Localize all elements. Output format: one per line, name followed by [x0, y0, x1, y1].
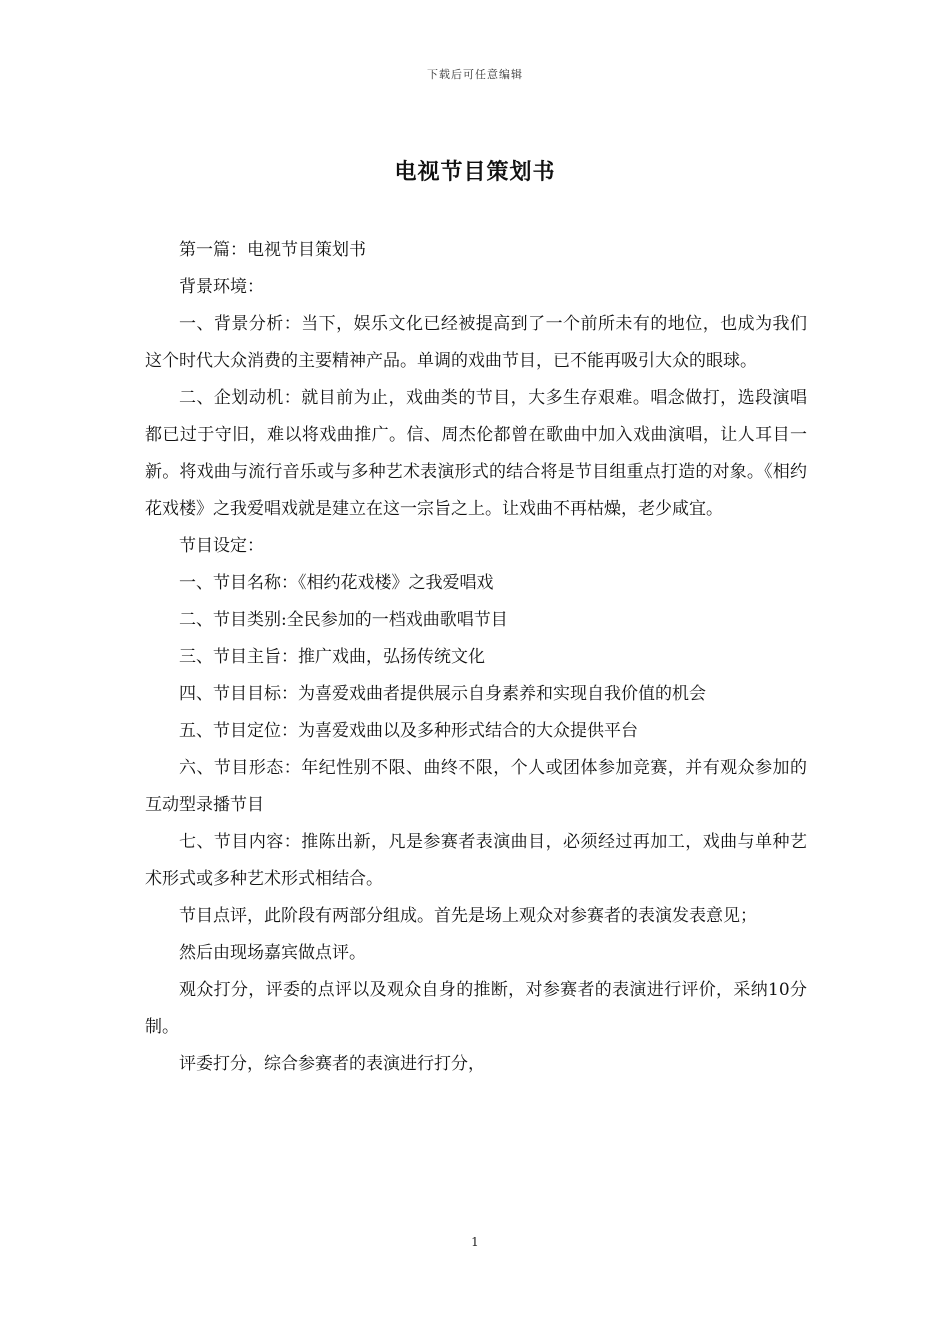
paragraph-background-analysis: 一、背景分析：当下，娱乐文化已经被提高到了一个前所未有的地位，也成为我们这个时代大众消费的主要精神产品。单调的戏曲节目，已不能再吸引大众的眼球。: [145, 314, 807, 371]
paragraph-program-settings-heading: 节目设定：: [179, 536, 264, 556]
paragraph-program-name: 一、节目名称：《相约花戏楼》之我爱唱戏: [179, 573, 494, 593]
document-title: 电视节目策划书: [394, 159, 556, 185]
paragraph-program-positioning: 五、节目定位：为喜爱戏曲以及多种形式结合的大众提供平台: [179, 721, 638, 741]
page-number: 1: [471, 1235, 479, 1249]
paragraph-program-category: 二、节目类别:全民参加的一档戏曲歌唱节目: [179, 610, 508, 630]
paragraph-audience-scoring: 观众打分，评委的点评以及观众自身的推断，对参赛者的表演进行评价，采纳10分制。: [145, 980, 807, 1037]
page-header-note: 下载后可任意编辑: [427, 68, 523, 81]
paragraph-section-heading: 第一篇：电视节目策划书: [179, 240, 366, 260]
paragraph-program-review: 节目点评，此阶段有两部分组成。首先是场上观众对参赛者的表演发表意见；: [179, 906, 757, 926]
paragraph-judge-scoring: 评委打分，综合参赛者的表演进行打分，: [179, 1054, 485, 1074]
paragraph-planning-motivation: 二、企划动机：就目前为止，戏曲类的节目，大多生存艰难。唱念做打，选段演唱都已过于守旧，难以将戏曲推广。信、周杰伦都曾在歌曲中加入戏曲演唱，让人耳目一新。将戏曲与流行音乐或与多种艺术表演形式的结合将是节目组重点打造的对象。《相约花戏楼》之我爱唱戏就是建立在这一宗旨之上。让戏曲不再枯燥，老少咸宜。: [145, 388, 807, 519]
paragraph-background-heading: 背景环境：: [179, 277, 264, 297]
paragraph-guest-review: 然后由现场嘉宾做点评。: [179, 943, 366, 963]
paragraph-program-format: 六、节目形态：年纪性别不限、曲终不限，个人或团体参加竞赛，并有观众参加的互动型录播节目: [145, 758, 807, 815]
document-body: [145, 232, 807, 1083]
paragraph-program-purpose: 三、节目主旨：推广戏曲，弘扬传统文化: [179, 647, 485, 667]
paragraph-program-content: 七、节目内容：推陈出新，凡是参赛者表演曲目，必须经过再加工，戏曲与单种艺术形式或多种艺术形式相结合。: [145, 832, 807, 889]
paragraph-program-goal: 四、节目目标：为喜爱戏曲者提供展示自身素养和实现自我价值的机会: [179, 684, 706, 704]
